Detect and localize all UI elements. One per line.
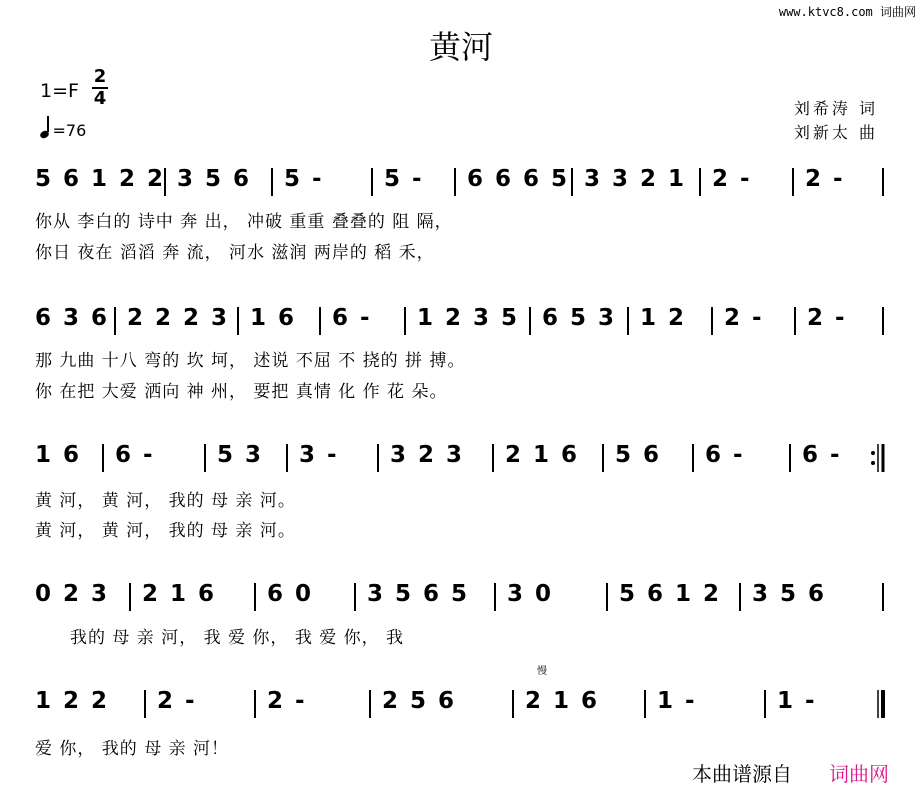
lyric-line: 你 在把 大爱 洒向 神 州， 要把 真情 化 作 花 朵。 <box>35 382 448 402</box>
time-signature-top: 2 <box>93 66 107 87</box>
measure: 1 - <box>777 688 817 714</box>
measure: 5 3 <box>217 442 264 468</box>
measure: 5 - <box>284 166 324 192</box>
measure: 3 5 6 5 <box>367 581 470 607</box>
lyricist-credit: 刘希涛 词 <box>793 99 878 118</box>
tempo-value: =76 <box>52 121 87 140</box>
measure: 6 - <box>802 442 842 468</box>
measure: 2 1 6 <box>142 581 217 607</box>
watermark-top: www.ktvc8.com 词曲网 <box>778 5 916 19</box>
measure: 3 5 6 <box>177 166 252 192</box>
composer-credit: 刘新太 曲 <box>793 123 878 142</box>
watermark-bottom-source: 本曲谱源自 <box>692 762 792 786</box>
measure: 6 6 6 5 <box>467 166 570 192</box>
measure: 1 6 <box>35 442 82 468</box>
measure: 2 - <box>724 305 764 331</box>
measure: 2 - <box>267 688 307 714</box>
measure: 3 - <box>299 442 339 468</box>
measure: 5 6 1 2 <box>619 581 722 607</box>
measure: 1 2 3 5 <box>417 305 520 331</box>
measure: 2 - <box>807 305 847 331</box>
measure: 3 2 3 <box>390 442 465 468</box>
measure: 2 - <box>157 688 197 714</box>
measure: 1 - <box>657 688 697 714</box>
measure: 2 1 6 <box>505 442 580 468</box>
measure: 2 5 6 <box>382 688 457 714</box>
repeat-dot <box>871 451 875 455</box>
measure: 1 2 2 <box>35 688 110 714</box>
measure: 2 2 2 3 <box>127 305 230 331</box>
measure: 6 5 3 <box>542 305 617 331</box>
time-signature-bottom: 4 <box>93 88 107 109</box>
measure: 2 - <box>712 166 752 192</box>
measure: 6 - <box>705 442 745 468</box>
measure: 3 3 2 1 <box>584 166 687 192</box>
repeat-dot <box>871 461 875 465</box>
measure: 1 6 <box>250 305 297 331</box>
lyric-line: 爱 你， 我的 母 亲 河！ <box>35 739 230 759</box>
measure: 6 3 6 <box>35 305 110 331</box>
lyric-line: 那 九曲 十八 弯的 坎 坷， 述说 不屈 不 挠的 拼 搏。 <box>35 351 466 371</box>
lyric-line: 黄 河， 黄 河， 我的 母 亲 河。 <box>35 491 296 511</box>
watermark-bottom-site: 词曲网 <box>829 762 889 786</box>
measure: 3 0 <box>507 581 554 607</box>
measure: 5 6 1 2 2 <box>35 166 166 192</box>
measure: 6 0 <box>267 581 314 607</box>
measure: 2 1 6 <box>525 688 600 714</box>
lyric-line: 你日 夜在 滔滔 奔 流， 河水 滋润 两岸的 稻 禾， <box>35 243 435 263</box>
measure: 5 - <box>384 166 424 192</box>
lyric-line: 你从 李白的 诗中 奔 出， 冲破 重重 叠叠的 阻 隔， <box>35 212 453 232</box>
measure: 6 - <box>115 442 155 468</box>
lyric-line: 我的 母 亲 河， 我 爱 你， 我 爱 你， 我 <box>70 628 405 648</box>
measure: 2 - <box>805 166 845 192</box>
measure: 3 5 6 <box>752 581 827 607</box>
key-signature: 1=F <box>40 80 79 102</box>
measure: 5 6 <box>615 442 662 468</box>
measure: 0 2 3 <box>35 581 110 607</box>
measure: 6 - <box>332 305 372 331</box>
measure: 1 2 <box>640 305 687 331</box>
song-title: 黄河 <box>428 28 493 66</box>
lyric-line: 黄 河， 黄 河， 我的 母 亲 河。 <box>35 521 296 541</box>
tempo-annotation: 慢 <box>537 666 547 677</box>
